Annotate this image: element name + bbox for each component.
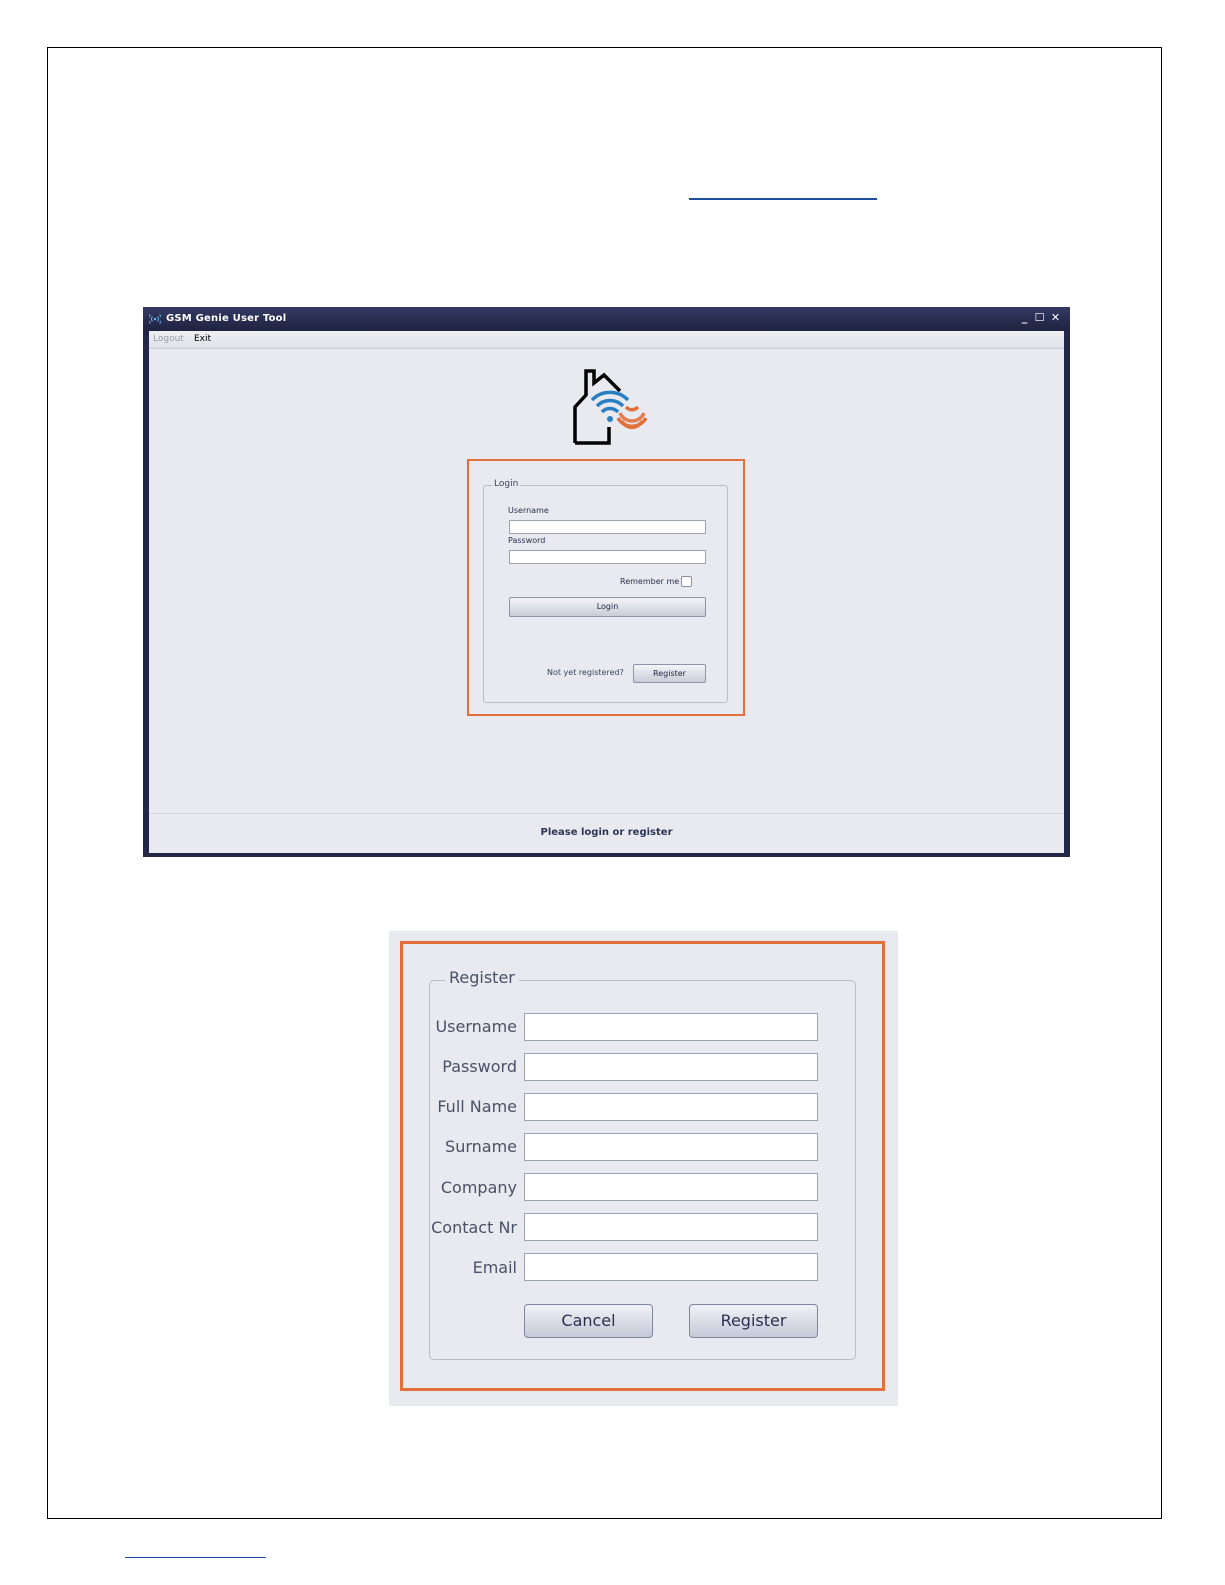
username-input[interactable]: [509, 520, 706, 534]
login-button[interactable]: Login: [509, 597, 706, 617]
register-submit-button[interactable]: Register: [689, 1304, 818, 1338]
reg-surname-input[interactable]: [524, 1133, 818, 1161]
title-bar: [143, 307, 1070, 331]
status-bar: [149, 813, 1064, 853]
reg-company-label: Company: [440, 1178, 517, 1197]
register-group-title: Register: [445, 968, 519, 987]
window-title: GSM Genie User Tool: [166, 313, 287, 324]
reg-company-input[interactable]: [524, 1173, 818, 1201]
reg-fullname-label: Full Name: [437, 1097, 517, 1116]
reg-username-input[interactable]: [524, 1013, 818, 1041]
window-client-area: [149, 331, 1064, 852]
reg-contact-input[interactable]: [524, 1213, 818, 1241]
reg-username-label: Username: [435, 1017, 517, 1036]
login-group-title: Login: [494, 479, 519, 489]
reg-email-label: Email: [472, 1258, 517, 1277]
footer-link-underline: [125, 1557, 266, 1558]
reg-password-input[interactable]: [524, 1053, 818, 1081]
username-label: Username: [508, 506, 549, 515]
reg-contact-label: Contact Nr: [431, 1218, 517, 1237]
register-button[interactable]: Register: [633, 664, 706, 683]
reg-email-input[interactable]: [524, 1253, 818, 1281]
reg-password-label: Password: [442, 1057, 517, 1076]
reg-fullname-input[interactable]: [524, 1093, 818, 1121]
remember-me-label: Remember me: [620, 577, 680, 586]
remember-me-checkbox[interactable]: [681, 576, 692, 587]
hyperlink-underline: [689, 198, 877, 200]
register-panel: [389, 931, 898, 1406]
maximize-icon[interactable]: ☐: [1034, 311, 1045, 324]
app-window: [143, 307, 1070, 857]
house-wifi-logo-icon: [562, 367, 654, 445]
menu-item-logout[interactable]: Logout: [153, 334, 184, 344]
not-registered-text: Not yet registered?: [547, 668, 624, 677]
minimize-icon[interactable]: _: [1021, 311, 1028, 324]
menu-bar: [149, 331, 1064, 349]
status-message: Please login or register: [540, 827, 673, 838]
password-input[interactable]: [509, 550, 706, 564]
close-icon[interactable]: ✕: [1050, 311, 1061, 324]
cancel-button[interactable]: Cancel: [524, 1304, 653, 1338]
antenna-icon: [149, 313, 161, 325]
menu-item-exit[interactable]: Exit: [194, 334, 212, 344]
reg-surname-label: Surname: [445, 1137, 517, 1156]
password-label: Password: [508, 536, 546, 545]
